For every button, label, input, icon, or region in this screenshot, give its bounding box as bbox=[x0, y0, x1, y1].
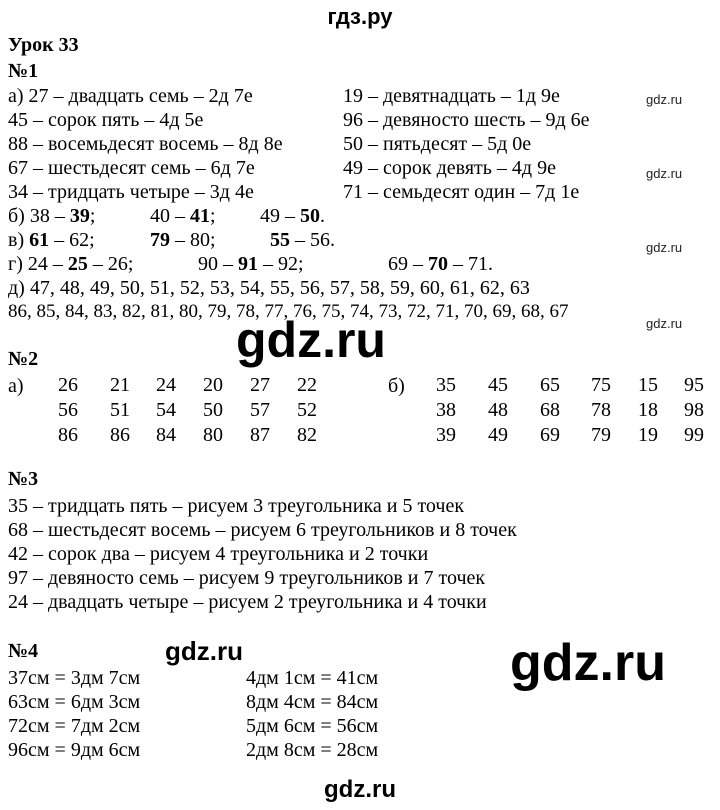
task3-line-3: 97 – девяносто семь – рисуем 9 треугольников и 7 точек bbox=[8, 567, 486, 589]
task3-line-0: 35 – тридцать пять – рисуем 3 треугольника и 5 точек bbox=[8, 495, 465, 517]
task3-line-2: 42 – сорок два – рисуем 4 треугольника и 2 точки bbox=[8, 543, 429, 565]
task2-b-cell: 95 bbox=[684, 374, 704, 396]
task1-g-p1: г) 24 – bbox=[8, 253, 68, 275]
task2-a-cell: 86 bbox=[110, 424, 130, 446]
task2-b-cell: 79 bbox=[591, 424, 611, 446]
task1-g-2 bbox=[198, 252, 304, 276]
task2-a-label: а) bbox=[8, 375, 24, 397]
task4-left-2: 72см = 7дм 2см bbox=[8, 715, 141, 737]
lesson-title: Урок 33 bbox=[8, 34, 79, 56]
task1-d-line1: д) 47, 48, 49, 50, 51, 52, 53, 54, 55, 56, 57, 58, 59, 60, 61, 62, 63 bbox=[8, 277, 530, 299]
task2-a-cell: 86 bbox=[58, 424, 78, 446]
task4-left-1: 63см = 6дм 3см bbox=[8, 691, 141, 713]
watermark-side-3: gdz.ru bbox=[646, 240, 683, 255]
task2-b-cell: 75 bbox=[591, 374, 611, 396]
task1-v-rest-2: – 80; bbox=[170, 229, 216, 251]
task1-a-left-1: 45 – сорок пять – 4д 5е bbox=[8, 109, 204, 131]
task2-b-cell: 15 bbox=[638, 374, 658, 396]
watermark-side-4: gdz.ru bbox=[646, 316, 683, 331]
task1-b-sep-3: . bbox=[320, 205, 325, 227]
task1-b-prefix: б) 38 – bbox=[8, 205, 70, 227]
watermark-medium: gdz.ru bbox=[165, 636, 243, 666]
task2-a-cell: 50 bbox=[203, 399, 223, 421]
task1-a-right-4: 71 – семьдесят один – 7д 1е bbox=[343, 181, 580, 203]
task1-a-right-1: 96 – девяносто шесть – 9д 6е bbox=[343, 109, 590, 131]
watermark-side-1: gdz.ru bbox=[646, 92, 683, 107]
task1-g-p3: 69 – bbox=[388, 253, 428, 275]
task1-v-prefix: в) bbox=[8, 229, 30, 251]
task1-b-answer-3: 50 bbox=[300, 205, 320, 227]
task2-a-cell: 82 bbox=[297, 424, 317, 446]
watermark-big-right: gdz.ru bbox=[510, 634, 666, 692]
task2-b-cell: 99 bbox=[684, 424, 704, 446]
task1-v-answer-1: 61 bbox=[29, 229, 50, 251]
task2-b-cell: 38 bbox=[436, 399, 456, 421]
task2-b-cell: 19 bbox=[638, 424, 658, 446]
task1-v bbox=[8, 228, 95, 252]
site-header: гдз.ру bbox=[327, 4, 393, 29]
task1-a-right-3: 49 – сорок девять – 4д 9е bbox=[343, 157, 556, 179]
task2-b-cell: 65 bbox=[540, 374, 560, 396]
task1-g-3 bbox=[388, 252, 493, 276]
task2-a-cell: 57 bbox=[250, 399, 270, 421]
task2-a-cell: 51 bbox=[110, 399, 130, 421]
task1-g-p2: 90 – bbox=[198, 253, 238, 275]
task2-b-cell: 68 bbox=[540, 399, 560, 421]
task4-right-0: 4дм 1см = 41см bbox=[246, 667, 379, 689]
watermark-big-center: gdz.ru bbox=[236, 312, 386, 368]
task2-a-cell: 52 bbox=[297, 399, 317, 421]
task1-v-3 bbox=[270, 228, 335, 252]
task1-g-answer-2: 91 bbox=[238, 253, 258, 275]
task3-line-1: 68 – шестьдесят восемь – рисуем 6 треугольников и 8 точек bbox=[8, 519, 517, 541]
task1-d-line2: 86, 85, 84, 83, 82, 81, 80, 79, 78, 77, 76, 75, 74, 73, 72, 71, 70, 69, 68, 67 bbox=[8, 301, 569, 322]
task1-b-3 bbox=[260, 204, 325, 228]
watermark-bottom: gdz.ru bbox=[324, 776, 396, 803]
task2-a-cell: 20 bbox=[203, 374, 223, 396]
task2-b-cell: 69 bbox=[540, 424, 560, 446]
task2-b-cell: 98 bbox=[684, 399, 704, 421]
task1-v-rest-1: – 62; bbox=[49, 229, 95, 251]
task1-label: №1 bbox=[8, 60, 39, 82]
task1-a-right-2: 50 – пятьдесят – 5д 0е bbox=[343, 133, 532, 155]
task2-b-cell: 48 bbox=[488, 399, 508, 421]
task4-right-3: 2дм 8см = 28см bbox=[246, 739, 379, 761]
task3-label: №3 bbox=[8, 468, 39, 490]
task2-b-cell: 49 bbox=[488, 424, 508, 446]
task4-label: №4 bbox=[8, 640, 39, 662]
task1-a-left-4: 34 – тридцать четыре – 3д 4е bbox=[8, 181, 254, 203]
task2-b-cell: 45 bbox=[488, 374, 508, 396]
watermark-side-2: gdz.ru bbox=[646, 166, 683, 181]
task1-a-left-2: 88 – восемьдесят восемь – 8д 8е bbox=[8, 133, 283, 155]
task2-b-cell: 35 bbox=[436, 374, 456, 396]
task1-g-rest-1: – 26; bbox=[87, 253, 134, 275]
task4-left-0: 37см = 3дм 7см bbox=[8, 667, 141, 689]
task1-b-2 bbox=[150, 204, 216, 228]
task1-v-2 bbox=[150, 228, 216, 252]
task2-a-cell: 54 bbox=[156, 399, 176, 421]
task1-a-left-0: а) 27 – двадцать семь – 2д 7е bbox=[8, 85, 253, 107]
task2-b-cell: 39 bbox=[436, 424, 456, 446]
task1-g-answer-3: 70 bbox=[428, 253, 448, 275]
task2-a-cell: 27 bbox=[250, 374, 270, 396]
task2-a-cell: 24 bbox=[156, 374, 176, 396]
task1-b-sep-2: ; bbox=[210, 205, 216, 227]
task1-g-rest-3: – 71. bbox=[448, 253, 493, 275]
task2-a-cell: 87 bbox=[250, 424, 270, 446]
task1-b-p2: 40 – bbox=[150, 205, 190, 227]
task1-b-answer-2: 41 bbox=[190, 205, 210, 227]
task1-v-rest-3: – 56. bbox=[290, 229, 335, 251]
task1-v-answer-3: 55 bbox=[270, 229, 290, 251]
task1-b bbox=[8, 204, 95, 228]
task2-a-cell: 84 bbox=[156, 424, 176, 446]
task2-a-cell: 26 bbox=[58, 374, 78, 396]
task1-g-answer-1: 25 bbox=[67, 253, 88, 275]
task2-label: №2 bbox=[8, 348, 39, 370]
task1-g-rest-2: – 92; bbox=[258, 253, 304, 275]
task4-right-2: 5дм 6см = 56см bbox=[246, 715, 379, 737]
task3-line-4: 24 – двадцать четыре – рисуем 2 треугольника и 4 точки bbox=[8, 591, 487, 613]
task2-a-cell: 22 bbox=[297, 374, 317, 396]
task2-a-cell: 80 bbox=[203, 424, 223, 446]
task4-right-1: 8дм 4см = 84см bbox=[246, 691, 379, 713]
task1-b-answer-1: 39 bbox=[69, 205, 90, 227]
task2-a-cell: 21 bbox=[110, 374, 130, 396]
task1-a-left-3: 67 – шестьдесят семь – 6д 7е bbox=[8, 157, 255, 179]
task2-a-cell: 56 bbox=[58, 399, 78, 421]
task2-b-cell: 78 bbox=[591, 399, 611, 421]
task1-v-answer-2: 79 bbox=[150, 229, 170, 251]
task2-b-label: б) bbox=[388, 375, 405, 397]
task4-left-3: 96см = 9дм 6см bbox=[8, 739, 141, 761]
task1-a-right-0: 19 – девятнадцать – 1д 9е bbox=[343, 85, 560, 107]
task1-b-sep-1: ; bbox=[89, 205, 96, 227]
task1-b-p3: 49 – bbox=[260, 205, 300, 227]
task2-b-cell: 18 bbox=[638, 399, 658, 421]
task1-g bbox=[8, 252, 133, 276]
